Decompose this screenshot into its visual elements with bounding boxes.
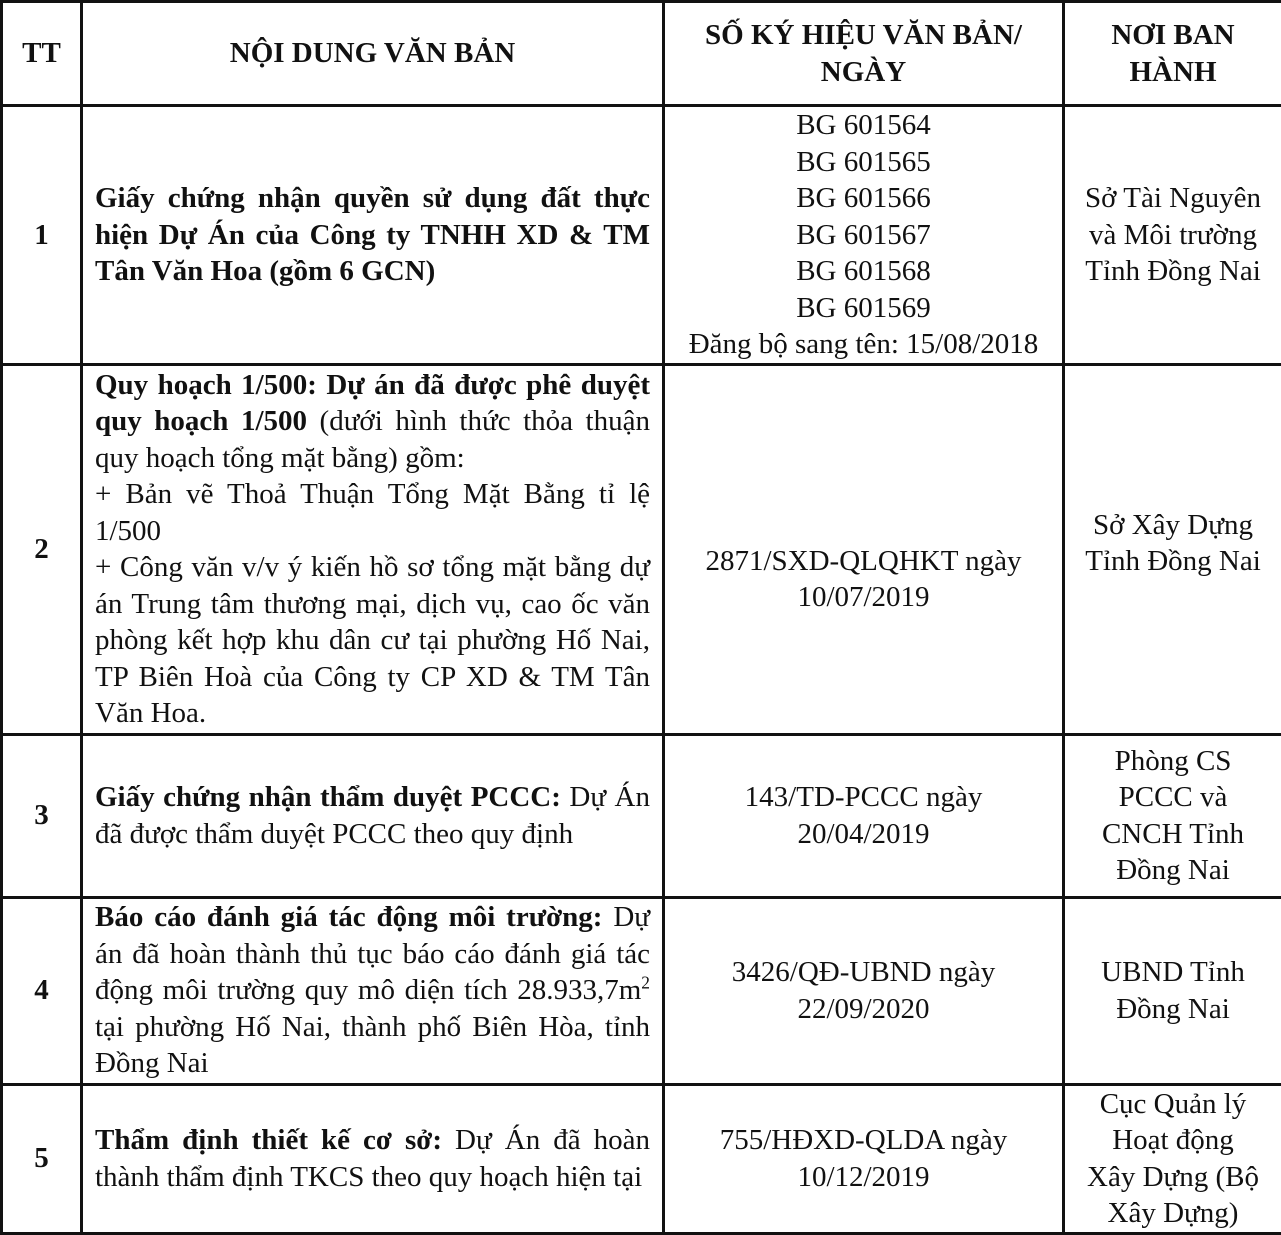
issuer-line: Xây Dựng) xyxy=(1077,1195,1269,1232)
issuer-line: CNCH Tỉnh xyxy=(1077,816,1269,853)
header-symbol-line-1: SỐ KÝ HIỆU VĂN BẢN/ xyxy=(677,17,1050,54)
issuer-line: Đồng Nai xyxy=(1077,852,1269,889)
document-date: 20/04/2019 xyxy=(677,816,1050,853)
issuer-line: và Môi trường xyxy=(1077,217,1269,254)
certificate-number: BG 601567 xyxy=(677,217,1050,254)
content-bold-text: Báo cáo đánh giá tác động môi trường: xyxy=(95,901,602,933)
header-issuer-line-2: HÀNH xyxy=(1077,54,1269,91)
document-symbol-date xyxy=(664,106,1064,365)
document-symbol: 2871/SXD-QLQHKT ngày xyxy=(677,543,1050,580)
certificate-number: BG 601568 xyxy=(677,253,1050,290)
header-symbol-line-2: NGÀY xyxy=(677,54,1050,91)
header-issuer-line-1: NƠI BAN xyxy=(1077,17,1269,54)
document-content xyxy=(82,106,664,365)
content-normal-text: (dưới hình thức thỏa thuận quy hoạch tổng mặt bằng) gồm: xyxy=(95,405,650,474)
header-symbol-date xyxy=(664,2,1064,106)
superscript-exponent: 2 xyxy=(641,973,650,993)
table-row xyxy=(2,897,1281,1084)
document-symbol-date xyxy=(664,364,1064,734)
table-row xyxy=(2,106,1281,365)
document-content xyxy=(82,1084,664,1233)
header-content: NỘI DUNG VĂN BẢN xyxy=(82,2,664,106)
registration-date: Đăng bộ sang tên: 15/08/2018 xyxy=(677,326,1050,363)
document-symbol: 755/HĐXD-QLDA ngày xyxy=(677,1122,1050,1159)
issuing-authority xyxy=(1064,106,1281,365)
row-number: 5 xyxy=(2,1084,82,1233)
issuer-line: Tỉnh Đồng Nai xyxy=(1077,543,1269,580)
issuer-line: UBND Tỉnh xyxy=(1077,954,1269,991)
row-number: 2 xyxy=(2,364,82,734)
certificate-number: BG 601569 xyxy=(677,290,1050,327)
issuer-line: Xây Dựng (Bộ xyxy=(1077,1159,1269,1196)
document-content xyxy=(82,364,664,734)
content-bold-text: Giấy chứng nhận quyền sử dụng đất thực hiện Dự Án của Công ty TNHH XD & TM Tân Văn Hoa (gồm 6 GCN) xyxy=(95,182,650,287)
content-normal-text: Dự Án đã được thẩm duyệt PCCC theo quy định xyxy=(95,781,650,850)
document-symbol-date xyxy=(664,1084,1064,1233)
content-bold-text: Thẩm định thiết kế cơ sở: xyxy=(95,1124,442,1156)
document-date: 22/09/2020 xyxy=(677,991,1050,1028)
document-symbol-date xyxy=(664,897,1064,1084)
content-bold-text: Quy hoạch 1/500: Dự án đã được phê duyệt quy hoạch 1/500 xyxy=(95,369,650,438)
content-list-item: + Bản vẽ Thoả Thuận Tổng Mặt Bằng tỉ lệ 1/500 xyxy=(95,476,650,549)
issuer-line: Sở Tài Nguyên xyxy=(1077,180,1269,217)
issuer-line: Cục Quản lý xyxy=(1077,1086,1269,1123)
header-issuer xyxy=(1064,2,1281,106)
content-list-item: + Công văn v/v ý kiến hồ sơ tổng mặt bằng dự án Trung tâm thương mại, dịch vụ, cao ốc văn phòng kết hợp khu dân cư tại phường Hố Nai, TP Biên Hoà của Công ty CP XD & TM Tân Văn Hoa. xyxy=(95,549,650,732)
table-row xyxy=(2,1084,1281,1233)
issuer-line: Phòng CS xyxy=(1077,743,1269,780)
document-date: 10/12/2019 xyxy=(677,1159,1050,1196)
row-number: 3 xyxy=(2,734,82,897)
row-number: 4 xyxy=(2,897,82,1084)
issuer-line: Tỉnh Đồng Nai xyxy=(1077,253,1269,290)
content-normal-text: tại phường Hố Nai, thành phố Biên Hòa, tỉnh Đồng Nai xyxy=(95,1011,650,1080)
document-symbol-date xyxy=(664,734,1064,897)
content-normal-text: Dự án đã hoàn thành thủ tục báo cáo đánh giá tác động môi trường quy mô diện tích 28.933,7m xyxy=(95,901,650,1006)
issuing-authority xyxy=(1064,1084,1281,1233)
document-symbol: 143/TD-PCCC ngày xyxy=(677,779,1050,816)
issuing-authority xyxy=(1064,364,1281,734)
certificate-number: BG 601566 xyxy=(677,180,1050,217)
issuing-authority xyxy=(1064,734,1281,897)
issuer-line: Sở Xây Dựng xyxy=(1077,507,1269,544)
header-tt: TT xyxy=(2,2,82,106)
issuer-line: Đồng Nai xyxy=(1077,991,1269,1028)
table-row xyxy=(2,364,1281,734)
content-normal-text: Dự Án đã hoàn thành thẩm định TKCS theo quy hoạch hiện tại xyxy=(95,1124,650,1193)
certificate-number: BG 601565 xyxy=(677,144,1050,181)
certificate-number: BG 601564 xyxy=(677,107,1050,144)
issuer-line: PCCC và xyxy=(1077,779,1269,816)
document-date: 10/07/2019 xyxy=(677,579,1050,616)
table-row xyxy=(2,734,1281,897)
issuer-line: Hoạt động xyxy=(1077,1122,1269,1159)
table-header-row xyxy=(2,2,1281,106)
document-symbol: 3426/QĐ-UBND ngày xyxy=(677,954,1050,991)
document-content xyxy=(82,734,664,897)
content-bold-text: Giấy chứng nhận thẩm duyệt PCCC: xyxy=(95,781,561,813)
issuing-authority xyxy=(1064,897,1281,1084)
row-number: 1 xyxy=(2,106,82,365)
document-content xyxy=(82,897,664,1084)
